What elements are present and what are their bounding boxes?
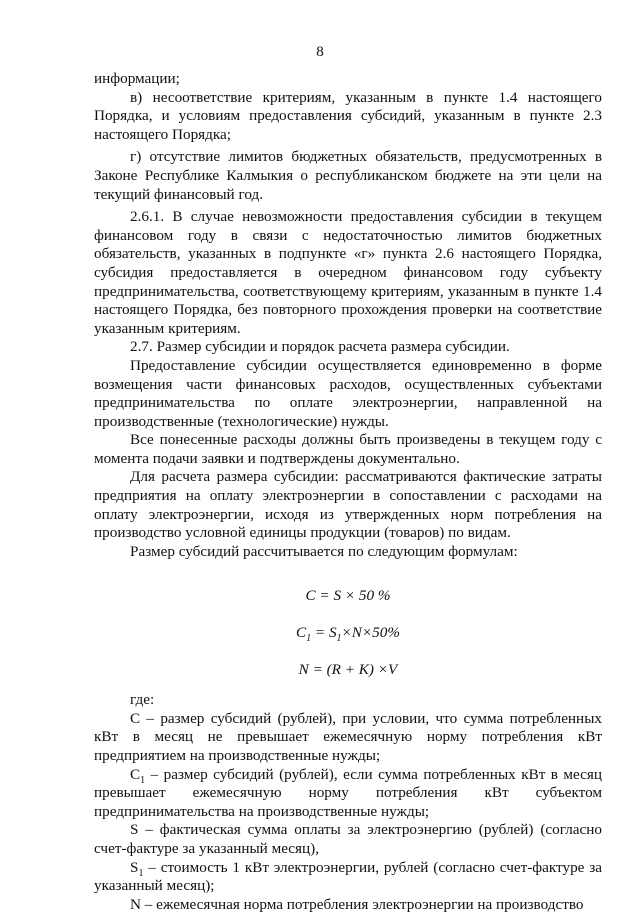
paragraph-calculation: Для расчета размера субсидии: рассматриваются фактические затраты предприятия на оплату электроэнергии в сопоставлении с расходами на оплату электроэнергии, исходя из утвержденных норм потребления на производство условной единицы продукции (товаров) по видам. <box>94 468 602 542</box>
definition-c1 <box>94 766 602 822</box>
formula-c1-lhs-sub: 1 <box>306 633 312 645</box>
formula-n: N = (R + K) ×V <box>298 660 398 678</box>
definition-s1-symbol: S <box>130 858 139 876</box>
page-number: 8 <box>316 44 324 60</box>
paragraph-item-v: в) несоответствие критериям, указанным в пункте 1.4 настоящего Порядка, и условиям предоставления субсидий, указанным в пункте 2.3 настоящего Порядка; <box>94 88 602 143</box>
formula-c: C = S × 50 % <box>305 587 391 605</box>
formula-c1-lhs: C <box>295 624 307 642</box>
paragraph-continuation: информации; <box>94 70 180 87</box>
definition-s1-text: – стоимость 1 кВт электроэнергии, рублей (согласно счет-фактуре за указанный месяц); <box>94 858 602 895</box>
paragraph-expenses: Все понесенные расходы должны быть произведены в текущем году с момента подачи заявки и подтверждены документально. <box>94 431 602 467</box>
formula-c1 <box>94 624 602 643</box>
definition-n: N – ежемесячная норма потребления электроэнергии на производство <box>130 895 584 913</box>
formula-c1-mid-sub: 1 <box>336 633 342 645</box>
document-body <box>94 70 602 914</box>
paragraph-2-7: 2.7. Размер субсидии и порядок расчета размера субсидии. <box>130 338 510 356</box>
definition-s1 <box>94 859 602 896</box>
definition-c1-sub: 1 <box>140 774 146 786</box>
paragraph-subsidy-provision: Предоставление субсидии осуществляется единовременно в форме возмещения части финансовых расходов, осуществленных субъектами предпринимательства по оплате электроэнергии, направленной на производственные (технологические) нужды. <box>94 356 602 430</box>
definition-c: С – размер субсидий (рублей), при условии, что сумма потребленных кВт в месяц не превышает ежемесячную норму потребления кВт предприятием на производственные нужды; <box>94 709 602 764</box>
paragraph-where: где: <box>130 691 155 709</box>
paragraph-item-g: г) отсутствие лимитов бюджетных обязательств, предусмотренных в Законе Республике Калмыкия о республиканском бюджете на эти цели на текущий финансовый год. <box>94 148 602 203</box>
paragraph-2-6-1: 2.6.1. В случае невозможности предоставления субсидии в текущем финансовом году в связи с недостаточностью лимитов бюджетных обязательств, указанных в подпункте «г» пункта 2.6 настоящего Порядка, субсидия предоставляется в очередном финансовом году субъекту предпринимательства, соответствующему критериям, указанным в пункте 1.4 настоящего Порядка, без повторного прохождения проверки на соответствие указанным критериям. <box>94 208 602 337</box>
paragraph-formulas-intro: Размер субсидий рассчитывается по следующим формулам: <box>130 542 518 560</box>
definition-c1-symbol: С <box>130 765 141 783</box>
definition-s: S – фактическая сумма оплаты за электроэнергию (рублей) (согласно счет-фактуре за указанный месяц), <box>94 821 602 857</box>
definition-s1-sub: 1 <box>138 867 144 879</box>
formula-c1-mid: = S <box>311 624 337 642</box>
formula-c1-rhs: ×N×50% <box>341 624 401 642</box>
definition-c1-text: – размер субсидий (рублей), если сумма потребленных кВт в месяц превышает ежемесячную норму потребления кВт субъектом предпринимательства на производственные нужды; <box>94 765 602 820</box>
